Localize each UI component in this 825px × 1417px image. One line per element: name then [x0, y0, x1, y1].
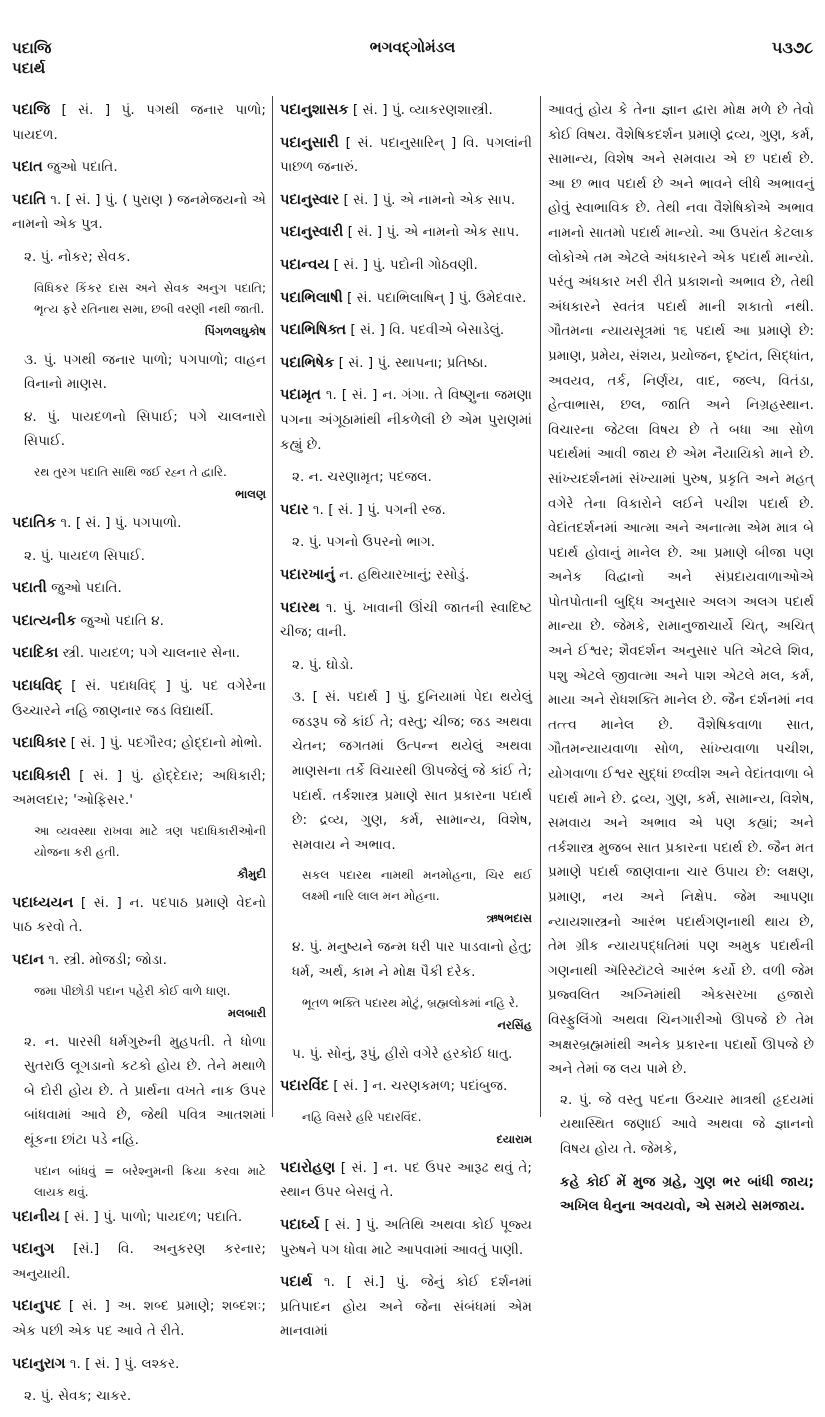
definition: જુઓ પદાતિ ૪. [76, 612, 164, 629]
headword: પદાનુસારી [280, 134, 339, 151]
page-header [12, 38, 813, 88]
dictionary-entry [12, 98, 266, 147]
guide-word-last: પદાર્થ [12, 59, 46, 77]
definition: ૧. [ સં. ] પું. પગની રજ. [308, 501, 446, 518]
definition: [સં.] વિ. અનુકરણ કરનાર; અનુયાયી. [12, 1241, 266, 1282]
headword: પદાનુગ [12, 1241, 55, 1258]
column-middle [280, 98, 532, 1352]
dictionary-entry [280, 1213, 532, 1262]
headword: પદાનુપદ [12, 1298, 62, 1315]
headword: પદાનુશાસક [280, 102, 349, 118]
dictionary-entry [12, 731, 266, 756]
headword: પદાતિ [12, 191, 46, 208]
headword: પદાધ્યયન [12, 894, 74, 911]
citation-source: પિંગળલઘુકોષ [204, 323, 266, 338]
guide-word-first: પદાજિ [12, 39, 52, 57]
headword: પદાનુસ્વારી [280, 224, 344, 241]
definition: સ્ત્રી. પાયદળ; પગે ચાલનાર સેના. [58, 645, 241, 662]
citation-quote: જમા પીછોડી પદાન પહેરી કોઈ વાળે ધાણ. [34, 983, 231, 998]
headword: પદાન્વય [280, 256, 330, 273]
sense-definition: ૨. પું. પગનો ઉપરનો ભાગ. [292, 534, 436, 551]
dictionary-entry [12, 1205, 266, 1230]
sense-definition: ૪. પું. પાયદળનો સિપાઈ; પગે ચાલનારો સિપાઈ. [24, 408, 266, 450]
definition: [ સં. પદાનુસારિન્ ] વિ. પગલાંની પાછળ જનારું. [280, 134, 532, 176]
definition: [ સં. ] પું. પગથી જનાર પાળો; પાયદળ. [12, 102, 266, 143]
dictionary-entry [280, 318, 532, 343]
sense-definition: ૨. પું. ઘોડો. [292, 656, 354, 673]
headword: પદારથ [280, 599, 320, 616]
headword: પદાધવિદ્ [12, 677, 63, 694]
headword: પદાર [280, 501, 309, 518]
dictionary-entry [280, 351, 532, 376]
dictionary-entry [280, 563, 532, 588]
dictionary-entry [12, 1294, 266, 1343]
definition: [ સં. પદાભિલાષિન્ ] પું. ઉમેદવાર. [342, 289, 527, 306]
definition: ન. હથિયારખાનું; રસોડું. [334, 566, 470, 583]
definition: [ સં. ] ન. પદ ઉપર આરૂઢ થવું તે; સ્થાન ઉપર બેસવું તે. [280, 1159, 532, 1201]
citation-quote: વિધિકર કિંકર દાસ અને સેવક અનુગ પદાતિ; ભૃત્ય ફરે રતિનાથ સમા, છબી વરણી નથી જાતી. [34, 280, 266, 316]
citation-source: કૌમુદી [237, 866, 266, 881]
citation-quote: ભૂતળ ભક્તિ પદારથ મોટું, બ્રહ્મલોકમાં નહિ રે. [302, 995, 519, 1010]
citation-source: ભાલણ [235, 486, 266, 501]
citation-quote: રથ તુરગ પદાતિ સાથિ જઈ રહ્ન તે દ્વારિ. [34, 464, 227, 479]
definition: ૧. પું. ખાવાની ઊંચી જાતની સ્વાદિષ્ટ ચીજ; વાની. [280, 599, 532, 641]
headword: પદાર્ઘ્ય [280, 1217, 320, 1233]
dictionary-entry [280, 286, 532, 311]
sense-definition: ૨. ન. પારસી ધર્મગુરુની મુહપતી. તે ધોળા સુતરાઉ લૂગડાનો કટકો હોય છે. તેને મથાળે બે દોરી હોય છે. તે પ્રાર્થના વખતે નાક ઉપર બાંધવામાં આવે છે, જેથી પવિત્ર આતશમાં થૂંકના છાંટા પડે નહિ. [24, 1033, 266, 1149]
sense-definition: ૩. [ સં. પદાર્થ ] પું. દુનિયામાં પેદા થયેલું જડરૂપ જે કાંઈ તે; વસ્તુ; ચીજ; જડ અથવા ચેતન; જગતમાં ઉત્પન્ન થયેલું અથવા માણસના તર્કે વિચારથી ઊપજેલું જે કાંઈ તે; પદાર્થ. તર્કશાસ્ત્ર પ્રમાણે સાત પ્રકારના પદાર્થ છે: દ્રવ્ય, ગુણ, કર્મ, સામાન્ય, વિશેષ, સમવાય ને અભાવ. [292, 689, 532, 853]
dictionary-entry [280, 1156, 532, 1205]
dictionary-entry [280, 596, 532, 645]
sense-definition: ૫. પું. સોનું, રૂપું, હીરો વગેરે હરકોઈ ધાતુ. [292, 1045, 513, 1062]
headword: પદાનુસ્વાર [280, 191, 340, 208]
definition: [ સં. ] પું. એ નામનો એક સાપ. [339, 191, 516, 208]
dictionary-entry [12, 674, 266, 723]
column-left [12, 98, 266, 1417]
citation-verse: કહે કોઈ મેં મુજ ગ્રહે, ગુણ ભર બાંધી જાય; અખિલ ધેનુના અવયવો, એ સમયે સમજાય. [560, 1173, 814, 1215]
definition: [ સં. ] પું. એ નામનો એક સાપ. [343, 224, 520, 241]
definition: ૧. [ સં. ] ન. ગંગા. તે વિષ્ણુના જમણા પગના અંગૂઠામાંથી નીકળેલી છે એમ પુરાણમાં કહ્યું છે. [280, 387, 532, 453]
definition: જુઓ પદાતિ. [46, 580, 122, 597]
citation-quote: આ વ્યવસ્થા રાખવા માટે ત્રણ પદાધિકારીઓની યોજના કરી હતી. [34, 823, 266, 859]
continued-definition: આવતું હોય કે તેના જ્ઞાન દ્વારા મોક્ષ મળે છે તેવો કોઈ વિષય. વૈશેષિકદર્શન પ્રમાણે દ્રવ્ય, ગુણ, કર્મ, સામાન્ય, વિશેષ અને સમવાય એ છ પદાર્થ છે. આ છ ભાવ પદાર્થ છે અને ભાવને લીધે અભાવનું હોવું સ્વાભાવિક છે. તેથી નવા વૈશેષિકોએ અભાવ નામનો સાતમો પદાર્થ માન્યો. આ ઉપરાંત કેટલાક લોકોએ તમ એટલે અંધકારને એક પદાર્થ માન્યો. પરંતુ અંધકાર ખરી રીતે પ્રકાશનો અભાવ છે, તેથી અંધકારને સ્વતંત્ર પદાર્થ માની શકાતો નથી. ગૌતમના ન્યાયસૂત્રમાં ૧૬ પદાર્થ આ પ્રમાણે છે: પ્રમાણ, પ્રમેય, સંશય, પ્રયોજન, દૃષ્ટાંત, સિદ્ધાંત, અવયવ, તર્ક, નિર્ણય, વાદ, જલ્પ, વિતંડા, હેત્વાભાસ, છલ, જાતિ અને નિગ્રહસ્થાન. વિચારના જેટલા વિષય છે તે બધા આ સોળ પદાર્થમાં આવી જાય છે એમ નૈયાયિકો માને છે. સાંખ્યદર્શનમાં સંખ્યામાં પુરુષ, પ્રકૃતિ અને મહત્ વગેરે તેના વિકારોને લઈને પચીશ પદાર્થ છે. વેદાંતદર્શનમાં આત્મા અને અનાત્મા એમ માત્ર બે પદાર્થ હોવાનું માનેલ છે. આ પ્રમાણે બીજા પણ અનેક વિદ્વાનો અને સંપ્રદાયવાળાઓએ પોતપોતાની બુદ્ધિ અનુસાર અલગ અલગ પદાર્થ માન્યા છે. જેમકે, રામાનુજાચાર્યે ચિત્, અચિત્ અને ઈશ્વર; શૈવદર્શન અનુસાર પતિ એટલે શિવ, પશુ એટલે જીવાત્મા અને પાશ એટલે મલ, કર્મ, માયા અને રોધશક્તિ માનેલ છે. જૈન દર્શનમાં નવ તત્ત્વ માનેલ છે. વૈશેષિકવાળા સાત, ગૌતમન્યાયવાળા સોળ, સાંખ્યવાળા પચીશ, યોગવાળા ઈશ્વર સુદ્ધાં છવ્વીશ અને વેદાંતવાળા બે પદાર્થ માને છે. દ્રવ્ય, ગુણ, કર્મ, સામાન્ય, વિશેષ, સમવાય અને અભાવ એ પણ કહ્યાં; અને તર્કશાસ્ત્ર મુજબ સાત પ્રકારના પદાર્થ છે. જૈન મત પ્રમાણે પદાર્થ જાણવાના ચાર ઉપાય છે: લક્ષણ, પ્રમાણ, નય અને નિક્ષેપ. જેમ આપણા ન્યાયશાસ્ત્રનો આરંભ પદાર્થગણનાથી થાય છે, તેમ ગ્રીક ન્યાયપદ્ધતિમાં પણ અમુક પદાર્થની ગણનાથી ઍરિસ્ટૉટલે આરંભ કર્યો છે. વળી જેમ પ્રજ્વલિત અગ્નિમાંથી એકસરખા હજારો વિસ્ફુલિંગો અથવા ચિનગારીઓ ઊપજે છે તેમ અક્ષરબ્રહ્મમાંથી અનેક પ્રકારના પદાર્થો ઊપજે છે અને તેમાં જ લય પામે છે. [548, 102, 814, 1078]
headword: પદાતી [12, 580, 47, 597]
dictionary-entry [12, 511, 266, 536]
headword: પદાધિકારી [12, 767, 71, 784]
definition: જુઓ પદાતિ. [42, 159, 118, 176]
dictionary-entry [280, 1074, 532, 1099]
definition: ૧. [ સં.] પું. જેનું કોઈ દર્શનમાં પ્રતિપાદન હોય અને જેના સંબંધમાં એમ માનવામાં [280, 1274, 532, 1340]
dictionary-entry [12, 609, 266, 634]
headword: પદાધિકાર [12, 735, 67, 752]
headword: પદાત [12, 159, 43, 176]
dictionary-entry [280, 131, 532, 180]
dictionary-entry [280, 98, 532, 123]
sense-definition: ૩. પું. પગથી જનાર પાળો; પગપાળો; વાહન વિનાનો માણસ. [24, 351, 266, 393]
dictionary-entry [12, 948, 266, 973]
dictionary-entry [280, 253, 532, 278]
sense-definition: ૨. પું. સેવક; ચાકર. [24, 1388, 132, 1405]
dictionary-entry [280, 383, 532, 457]
column-right [548, 98, 814, 1219]
headword: પદારવિંદ [280, 1078, 329, 1095]
sense-definition: ૨. પું. જે વસ્તુ પદના ઉચ્ચાર માત્રથી હૃદયમાં યથાસ્થિત જણાઈ આવે અથવા જે જ્ઞાનનો વિષય હોય તે. જેમકે, [560, 1091, 814, 1157]
definition: [ સં. ] પું. સ્થાપના; પ્રતિષ્ઠા. [334, 354, 488, 371]
headword: પદાદિકા [12, 645, 59, 662]
definition: [ સં. ] પું. પદોની ગોઠવણી. [329, 256, 478, 273]
headword: પદાભિષિક્ત [280, 322, 347, 339]
page-number: ૫૩૭૮ [771, 38, 813, 57]
dictionary-title: ભગવદ્ગોમંડલ [369, 38, 456, 56]
definition: [ સં. ] વિ. પદવીએ બેસાડેલું. [346, 322, 505, 339]
definition: [ સં. ] પું. પાળો; પાયદળ; પદાતિ. [59, 1208, 243, 1225]
dictionary-entry [280, 220, 532, 245]
definition: [ સં. ] અ. શબ્દ પ્રમાણે; શબ્દશઃ; એક પછી એક પદ આવે તે રીતે. [12, 1298, 266, 1339]
citation-source: દયારામ [496, 1131, 532, 1146]
dictionary-entry [12, 891, 266, 940]
headword: પદારખાનું [280, 566, 335, 583]
dictionary-entry [12, 764, 266, 813]
definition: [ સં. ] પું. અતિથિ અથવા કોઈ પૂજ્ય પુરુષને પગ ધોવા માટે આપવામાં આવતું પાણી. [280, 1217, 532, 1258]
definition: ૧. સ્ત્રી. મોજડી; જોડા. [43, 952, 167, 969]
column-divider [540, 96, 541, 1117]
dictionary-entry [280, 188, 532, 213]
sense-definition: ૪. પું. મનુષ્યને જન્મ ધરી પાર પાડવાનો હેતુ; ધર્મ, અર્થ, કામ ને મોક્ષ પૈકી દરેક. [292, 939, 532, 981]
definition: [ સં. ] ન. ચરણકમળ; પદાંબુજ. [328, 1078, 508, 1095]
headword: પદાતિક [12, 514, 57, 531]
headword: પદાનુરાગ [12, 1355, 66, 1372]
dictionary-entry [280, 498, 532, 523]
dictionary-entry [280, 1270, 532, 1344]
column-divider [272, 96, 273, 1117]
headword: પદાનીય [12, 1208, 60, 1225]
definition: ૧. [ સં. ] પું. ( પુરાણ ) જનમેજયનો એ નામનો એક પુત્ર. [12, 191, 266, 233]
definition: [ સં. ] પું. વ્યાકરણશાસ્ત્રી. [348, 102, 493, 118]
citation-source: ઋષભદાસ [486, 911, 532, 926]
citation-quote: સકલ પદારથ નામથી મનમોહના, ચિર થઈ લક્ષ્મી નારિ લાલ મન મોહના. [302, 868, 532, 904]
headword: પદાભિષેક [280, 354, 335, 371]
definition: [ સં. ] પું. પદગૌરવ; હોદ્દાનો મોભો. [66, 735, 263, 752]
sense-definition: ૨. પું. પાયદળ સિપાઈ. [24, 547, 145, 564]
definition: [ સં. ] પું. હોદ્દેદાર; અધિકારી; અમલદાર; 'ઓફિસર.' [12, 767, 266, 809]
citation-source: નરસિંહ [497, 1017, 532, 1032]
citation-quote: પદાન બાંધવું = બરેશ્નુમની ક્રિયા કરવા માટે લાયક થવું. [34, 1163, 266, 1199]
sense-definition: ૨. પું. નોકર; સેવક. [24, 248, 131, 265]
citation-quote: નહિ વિસરે હરિ પદારવિંદ. [302, 1109, 422, 1124]
dictionary-entry [12, 1237, 266, 1286]
dictionary-entry [12, 641, 266, 666]
dictionary-entry [12, 576, 266, 601]
headword: પદામૃત [280, 387, 321, 404]
sense-definition: ૨. ન. ચરણામૃત; પદજલ. [292, 469, 432, 486]
headword: પદાન [12, 952, 44, 969]
headword: પદારોહણ [280, 1159, 336, 1176]
definition: [ સં. ] ન. પદપાઠ પ્રમાણે વેદનો પાઠ કરવો તે. [12, 894, 266, 936]
citation-source: મલબારી [227, 1005, 266, 1020]
headword: પદાભિલાષી [280, 289, 343, 306]
dictionary-entry [12, 188, 266, 237]
headword: પદાત્યનીક [12, 612, 77, 629]
definition: [ સં. પદાધવિદ્ ] પું. પદ વગેરેના ઉચ્ચારને નહિ જાણનાર જડ વિદ્યાર્થી. [12, 677, 266, 719]
dictionary-entry [12, 1352, 266, 1377]
headword: પદાર્થ [280, 1274, 313, 1291]
headword: પદાજિ [12, 102, 51, 118]
definition: ૧. [ સં. ] પું. લશ્કર. [65, 1355, 180, 1372]
dictionary-entry [12, 155, 266, 180]
definition: ૧. [ સં. ] પું. પગપાળો. [56, 514, 182, 531]
